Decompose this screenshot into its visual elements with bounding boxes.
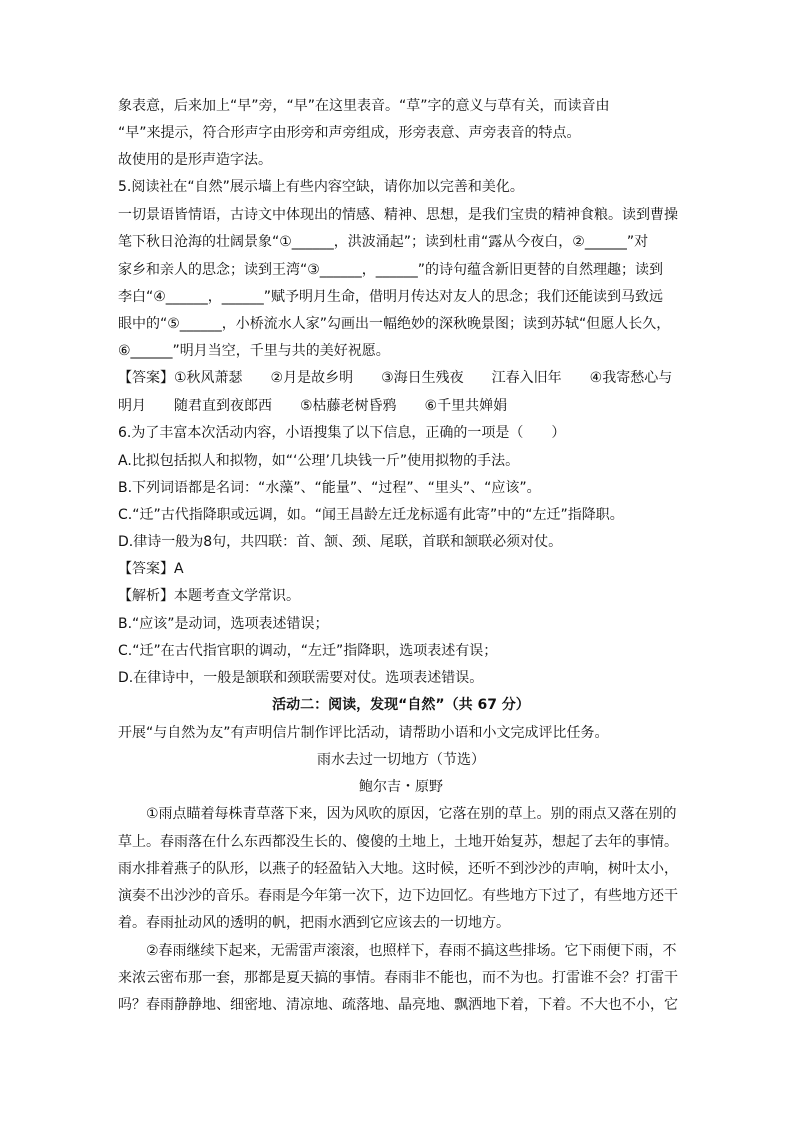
paragraph-line: 草上。春雨落在什么东西都没生长的、傻傻的土地上，土地开始复苏，想起了去年的事情。 — [118, 834, 678, 850]
question-6: 6.为了丰富本次活动内容，小语搜集了以下信息，正确的一项是（ ） — [118, 425, 566, 441]
text-line: 笔下秋日沧海的壮阔景象“①______，洪波涌起”；读到杜甫“露从今夜白，②______”对 — [118, 234, 649, 250]
text-line: ⑥______”明月当空，千里与共的美好祝愿。 — [118, 343, 390, 359]
option-a: A.比拟包括拟人和拟物，如“‘公理’几块钱一斤”使用拟物的手法。 — [118, 453, 520, 469]
question-5: 5.阅读社在“自然”展示墙上有些内容空缺，请你加以完善和美化。 — [118, 179, 524, 195]
option-c: C.“迁”古代指降职或远调，如。“闻王昌龄左迁龙标遥有此寄”中的“左迁”指降职。 — [118, 507, 624, 523]
text-line: 开展“与自然为友”有声明信片制作评比活动，请帮助小语和小文完成评比任务。 — [118, 725, 609, 741]
analysis-line: 【解析】本题考查文学常识。 — [118, 588, 300, 604]
text-line: 故使用的是形声造字法。 — [118, 152, 272, 168]
paragraph-line: 着。春雨扯动风的透明的帆，把雨水洒到它应该去的一切地方。 — [118, 915, 510, 931]
text-line: 眼中的“⑤______，小桥流水人家”勾画出一幅绝妙的深秋晚景图；读到苏轼“但愿人长久， — [118, 316, 671, 332]
answer-line: 【答案】A — [118, 561, 184, 577]
text-line: “早”来提示，符合形声字由形旁和声旁组成，形旁表意、声旁表音的特点。 — [118, 125, 581, 141]
text-line: 李白“④______，______”赋予明月生命，借明月传达对友人的思念；我们还能读到马致远 — [118, 289, 664, 305]
paragraph-line: ②春雨继续下起来，无需雷声滚滚，也照样下，春雨不搞这些排场。它下雨便下雨，不 — [146, 943, 677, 959]
answer-line: 【答案】①秋风萧瑟 ②月是故乡明 ③海日生残夜 江春入旧年 ④我寄愁心与 — [118, 370, 673, 386]
paragraph-line: ①雨点瞄着每株青草落下来，因为风吹的原因，它落在别的草上。别的雨点又落在别的 — [146, 806, 677, 822]
analysis-line: B.“应该”是动词，选项表述错误； — [118, 616, 329, 632]
text-line: 一切景语皆情语，古诗文中体现出的情感、精神、思想，是我们宝贵的精神食粮。读到曹操 — [118, 207, 678, 223]
section-heading: 活动二：阅读，发现“自然”（共 67 分） — [272, 697, 530, 713]
paragraph-line: 来浓云密布那一套，那都是夏天搞的事情。春雨非不能也，而不为也。打雷谁不会？打雷干 — [118, 970, 678, 986]
paragraph-line: 雨水排着燕子的队形，以燕子的轻盈钻入大地。这时候，还听不到沙沙的声响，树叶太小， — [118, 861, 678, 877]
analysis-line: D.在律诗中，一般是颔联和颈联需要对仗。选项表述错误。 — [118, 670, 484, 686]
article-author: 鲍尔吉・原野 — [359, 779, 443, 795]
article-title: 雨水去过一切地方（节选） — [317, 752, 485, 768]
option-b: B.下列词语都是名词：“水藻”、“能量”、“过程”、“里头”、“应该”。 — [118, 480, 541, 496]
paragraph-line: 演奏不出沙沙的音乐。春雨是今年第一次下，边下边回忆。有些地方下过了，有些地方还干 — [118, 888, 678, 904]
analysis-line: C.“迁”在古代指官职的调动，“左迁”指降职，选项表述有误； — [118, 643, 498, 659]
text-line: 象表意，后来加上“早”旁，“早”在这里表音。“草”字的意义与草有关，而读音由 — [118, 98, 610, 114]
option-d: D.律诗一般为8句，共四联：首、颔、颈、尾联，首联和颔联必须对仗。 — [118, 534, 563, 550]
answer-line: 明月 随君直到夜郎西 ⑤枯藤老树昏鸦 ⑥千里共婵娟 — [118, 398, 508, 414]
text-line: 家乡和亲人的思念；读到王湾“③______，______”的诗句蕴含新旧更替的自然理趣；读到 — [118, 262, 664, 278]
paragraph-line: 吗？春雨静静地、细密地、清凉地、疏落地、晶亮地、飘洒地下着，下着。不大也不小，它 — [118, 997, 678, 1013]
